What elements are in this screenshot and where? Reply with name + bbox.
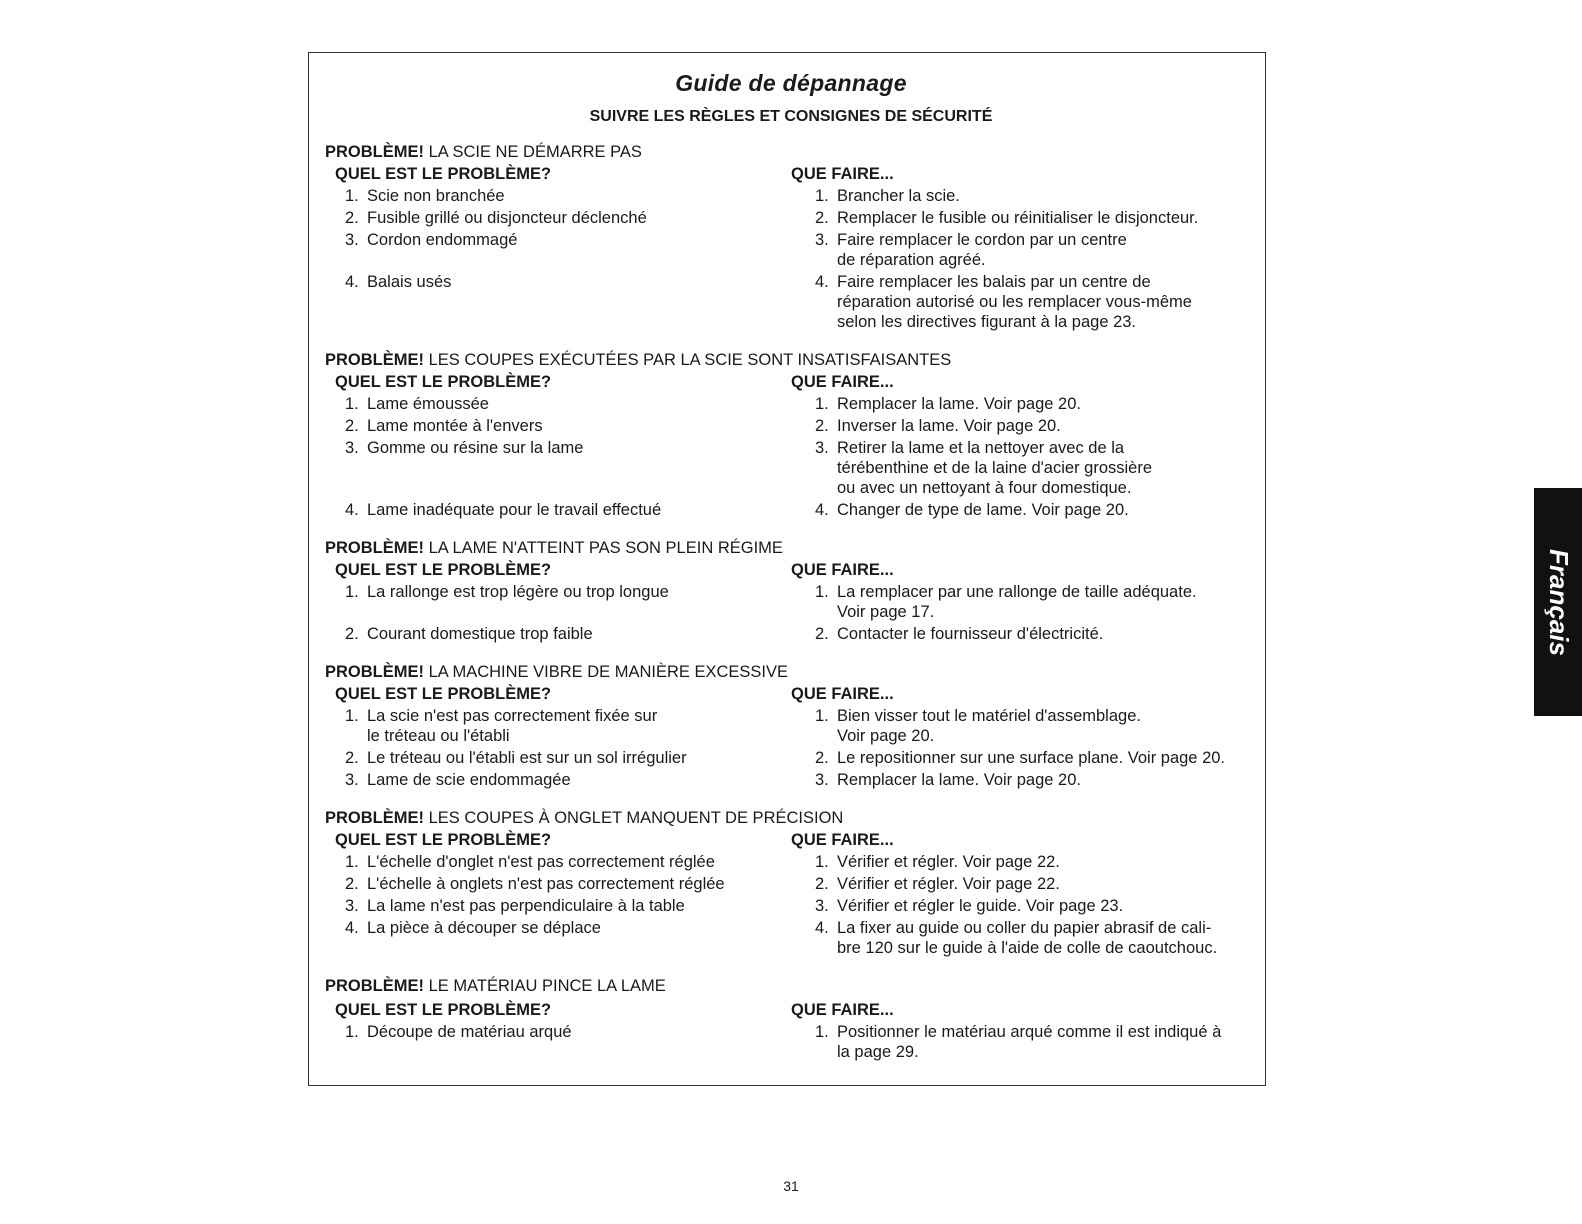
fix-heading: QUE FAIRE... <box>791 373 894 391</box>
cause-heading: QUEL EST LE PROBLÈME? <box>335 685 552 703</box>
cause-text: Lame émoussée <box>367 395 489 413</box>
cause-cell <box>345 230 765 250</box>
table-row <box>325 500 1260 522</box>
cause-cell <box>345 582 765 602</box>
cause-cell <box>345 706 765 746</box>
fix-text: La fixer au guide ou coller du papier abrasif de cali- bre 120 sur le guide à l'aide de colle de caoutchouc. <box>837 919 1218 957</box>
fix-number: 4. <box>815 919 829 937</box>
fix-heading: QUE FAIRE... <box>791 561 894 579</box>
problem-section <box>325 538 1260 646</box>
cause-cell <box>345 186 765 206</box>
fix-text: Remplacer la lame. Voir page 20. <box>837 395 1081 413</box>
table-row <box>325 208 1260 230</box>
fix-number: 4. <box>815 501 829 519</box>
problem-line <box>325 538 1260 558</box>
cause-number: 2. <box>345 625 359 643</box>
fix-number: 1. <box>815 583 829 601</box>
problem-text: LA LAME N'ATTEINT PAS SON PLEIN RÉGIME <box>428 539 783 557</box>
cause-cell <box>345 272 765 292</box>
table-row <box>325 272 1260 334</box>
fix-cell <box>815 706 1255 746</box>
cause-cell <box>345 896 765 916</box>
problem-section <box>325 808 1260 960</box>
fix-text: Retirer la lame et la nettoyer avec de la térébenthine et de la laine d'acier grossière ou avec un nettoyant à four domestique. <box>837 439 1153 497</box>
fix-number: 3. <box>815 771 829 789</box>
cause-number: 3. <box>345 897 359 915</box>
cause-cell <box>345 918 765 938</box>
problem-text: LES COUPES À ONGLET MANQUENT DE PRÉCISION <box>428 809 844 827</box>
safety-subtitle: SUIVRE LES RÈGLES ET CONSIGNES DE SÉCURITÉ <box>589 108 993 125</box>
fix-number: 2. <box>815 749 829 767</box>
fix-heading: QUE FAIRE... <box>791 831 894 849</box>
cause-text: Le tréteau ou l'établi est sur un sol irrégulier <box>367 749 687 767</box>
cause-text: L'échelle à onglets n'est pas correctement réglée <box>367 875 725 893</box>
cause-number: 3. <box>345 439 359 457</box>
fix-cell <box>815 874 1255 894</box>
cause-number: 1. <box>345 707 359 725</box>
cause-number: 4. <box>345 919 359 937</box>
table-row <box>325 748 1260 770</box>
fix-cell <box>815 438 1255 498</box>
cause-text: Lame de scie endommagée <box>367 771 571 789</box>
fix-number: 3. <box>815 231 829 249</box>
problem-line <box>325 142 1260 162</box>
fix-text: Contacter le fournisseur d'électricité. <box>837 625 1104 643</box>
cause-heading: QUEL EST LE PROBLÈME? <box>335 165 552 183</box>
cause-number: 1. <box>345 395 359 413</box>
fix-cell <box>815 208 1255 228</box>
fix-text: Le repositionner sur une surface plane. Voir page 20. <box>837 749 1226 767</box>
fix-text: Vérifier et régler le guide. Voir page 23. <box>837 897 1124 915</box>
problem-text: LA MACHINE VIBRE DE MANIÈRE EXCESSIVE <box>428 663 789 681</box>
fix-text: La remplacer par une rallonge de taille adéquate. Voir page 17. <box>837 583 1197 621</box>
fix-cell <box>815 272 1255 332</box>
fix-number: 1. <box>815 187 829 205</box>
cause-cell <box>345 852 765 872</box>
fix-cell <box>815 500 1255 520</box>
cause-number: 4. <box>345 273 359 291</box>
cause-cell <box>345 438 765 458</box>
cause-text: Cordon endommagé <box>367 231 518 249</box>
table-row <box>325 582 1260 624</box>
problem-label: PROBLÈME! <box>325 663 424 681</box>
cause-text: Gomme ou résine sur la lame <box>367 439 584 457</box>
page-title: Guide de dépannage <box>675 70 907 96</box>
fix-text: Inverser la lame. Voir page 20. <box>837 417 1061 435</box>
cause-text: Balais usés <box>367 273 452 291</box>
fix-text: Brancher la scie. <box>837 187 960 205</box>
problem-line <box>325 350 1260 370</box>
cause-text: L'échelle d'onglet n'est pas correctement réglée <box>367 853 715 871</box>
fix-cell <box>815 416 1255 436</box>
fix-cell <box>815 748 1255 768</box>
fix-cell <box>815 230 1255 270</box>
cause-text: La lame n'est pas perpendiculaire à la table <box>367 897 685 915</box>
table-row <box>325 416 1260 438</box>
cause-cell <box>345 208 765 228</box>
cause-text: Lame montée à l'envers <box>367 417 543 435</box>
cause-number: 2. <box>345 209 359 227</box>
fix-text: Positionner le matériau arqué comme il est indiqué à la page 29. <box>837 1023 1222 1061</box>
table-row <box>325 230 1260 272</box>
cause-text: Scie non branchée <box>367 187 505 205</box>
problem-label: PROBLÈME! <box>325 809 424 827</box>
cause-cell <box>345 1022 765 1042</box>
problem-section <box>325 350 1260 522</box>
cause-heading: QUEL EST LE PROBLÈME? <box>335 561 552 579</box>
table-row <box>325 624 1260 646</box>
fix-number: 2. <box>815 625 829 643</box>
problem-section <box>325 976 1260 1064</box>
fix-number: 1. <box>815 395 829 413</box>
cause-number: 2. <box>345 417 359 435</box>
fix-cell <box>815 770 1255 790</box>
cause-cell <box>345 500 765 520</box>
cause-number: 2. <box>345 749 359 767</box>
problem-text: LE MATÉRIAU PINCE LA LAME <box>428 977 666 995</box>
problem-label: PROBLÈME! <box>325 143 424 161</box>
problem-text: LES COUPES EXÉCUTÉES PAR LA SCIE SONT INSATISFAISANTES <box>428 351 952 369</box>
cause-heading: QUEL EST LE PROBLÈME? <box>335 831 552 849</box>
fix-number: 2. <box>815 417 829 435</box>
table-row <box>325 896 1260 918</box>
fix-cell <box>815 918 1255 958</box>
cause-cell <box>345 624 765 644</box>
language-tab <box>1534 488 1582 716</box>
table-row <box>325 394 1260 416</box>
cause-cell <box>345 394 765 414</box>
fix-cell <box>815 394 1255 414</box>
cause-number: 1. <box>345 583 359 601</box>
fix-text: Vérifier et régler. Voir page 22. <box>837 853 1060 871</box>
fix-heading: QUE FAIRE... <box>791 1001 894 1019</box>
cause-number: 1. <box>345 187 359 205</box>
fix-text: Remplacer la lame. Voir page 20. <box>837 771 1081 789</box>
fix-number: 1. <box>815 853 829 871</box>
page-number: 31 <box>783 1178 799 1194</box>
problem-line <box>325 662 1260 682</box>
fix-number: 3. <box>815 439 829 457</box>
table-row <box>325 706 1260 748</box>
cause-number: 1. <box>345 1023 359 1041</box>
problem-line <box>325 976 1260 996</box>
fix-cell <box>815 1022 1255 1062</box>
fix-heading: QUE FAIRE... <box>791 685 894 703</box>
cause-text: La rallonge est trop légère ou trop longue <box>367 583 669 601</box>
cause-cell <box>345 770 765 790</box>
cause-number: 4. <box>345 501 359 519</box>
problem-section <box>325 662 1260 792</box>
cause-text: Courant domestique trop faible <box>367 625 593 643</box>
cause-cell <box>345 416 765 436</box>
fix-cell <box>815 896 1255 916</box>
cause-heading: QUEL EST LE PROBLÈME? <box>335 1001 552 1019</box>
fix-cell <box>815 582 1255 622</box>
table-row <box>325 874 1260 896</box>
cause-text: La pièce à découper se déplace <box>367 919 601 937</box>
cause-heading: QUEL EST LE PROBLÈME? <box>335 373 552 391</box>
problem-label: PROBLÈME! <box>325 539 424 557</box>
table-row <box>325 918 1260 960</box>
cause-text: Lame inadéquate pour le travail effectué <box>367 501 662 519</box>
cause-number: 1. <box>345 853 359 871</box>
fix-number: 1. <box>815 707 829 725</box>
fix-text: Vérifier et régler. Voir page 22. <box>837 875 1060 893</box>
fix-number: 2. <box>815 209 829 227</box>
cause-text: La scie n'est pas correctement fixée sur le tréteau ou l'établi <box>367 707 658 745</box>
problem-label: PROBLÈME! <box>325 977 424 995</box>
fix-number: 3. <box>815 897 829 915</box>
cause-text: Fusible grillé ou disjoncteur déclenché <box>367 209 647 227</box>
table-row <box>325 852 1260 874</box>
language-tab-label: Français <box>1543 548 1574 656</box>
table-row <box>325 438 1260 500</box>
problem-section <box>325 142 1260 334</box>
problem-text: LA SCIE NE DÉMARRE PAS <box>428 143 642 161</box>
fix-number: 1. <box>815 1023 829 1041</box>
fix-text: Changer de type de lame. Voir page 20. <box>837 501 1129 519</box>
fix-number: 2. <box>815 875 829 893</box>
fix-heading: QUE FAIRE... <box>791 165 894 183</box>
table-row <box>325 186 1260 208</box>
fix-text: Faire remplacer les balais par un centre de réparation autorisé ou les remplacer vous-même selon les directives figurant à la page 23. <box>837 273 1192 331</box>
table-row <box>325 770 1260 792</box>
table-row <box>325 1022 1260 1064</box>
fix-number: 4. <box>815 273 829 291</box>
cause-number: 2. <box>345 875 359 893</box>
cause-cell <box>345 748 765 768</box>
problem-label: PROBLÈME! <box>325 351 424 369</box>
cause-number: 3. <box>345 771 359 789</box>
fix-cell <box>815 852 1255 872</box>
fix-cell <box>815 624 1255 644</box>
cause-number: 3. <box>345 231 359 249</box>
fix-text: Faire remplacer le cordon par un centre de réparation agréé. <box>837 231 1127 269</box>
fix-cell <box>815 186 1255 206</box>
fix-text: Bien visser tout le matériel d'assemblage. Voir page 20. <box>837 707 1141 745</box>
cause-cell <box>345 874 765 894</box>
problem-line <box>325 808 1260 828</box>
fix-text: Remplacer le fusible ou réinitialiser le disjoncteur. <box>837 209 1199 227</box>
cause-text: Découpe de matériau arqué <box>367 1023 572 1041</box>
